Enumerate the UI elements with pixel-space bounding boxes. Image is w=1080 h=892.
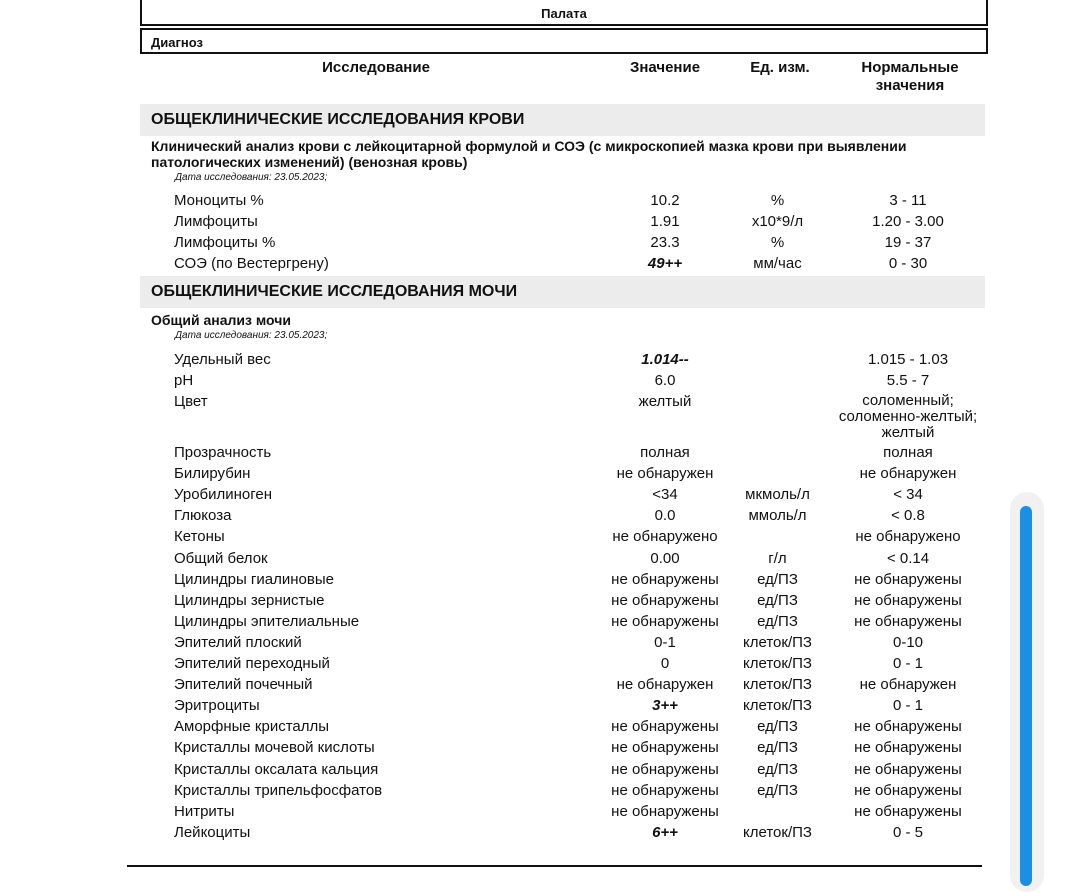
- result-reference: 0 - 1: [892, 655, 923, 672]
- result-name: Эритроциты: [174, 697, 260, 715]
- result-name: Цилиндры зернистые: [174, 591, 325, 609]
- result-unit: x10*9/л: [751, 213, 804, 230]
- result-unit: %: [770, 192, 785, 209]
- result-value: не обнаружено: [612, 528, 718, 546]
- result-row: [0, 391, 1080, 441]
- result-unit: ммоль/л: [748, 507, 807, 525]
- result-reference: 0 - 30: [888, 255, 928, 272]
- result-unit: ед/ПЗ: [757, 718, 798, 736]
- result-name: Удельный вес: [174, 351, 271, 368]
- result-value: <34: [652, 486, 678, 504]
- result-reference: не обнаружены: [854, 718, 962, 736]
- result-unit: ед/ПЗ: [757, 591, 798, 609]
- result-name: Цилиндры гиалиновые: [174, 570, 334, 588]
- result-reference: полная: [883, 444, 933, 461]
- result-row: [0, 370, 1080, 391]
- result-name: Аморфные кристаллы: [174, 718, 330, 736]
- result-name: Лимфоциты %: [174, 234, 276, 251]
- result-unit: ед/ПЗ: [757, 612, 798, 630]
- result-row: [0, 253, 1080, 274]
- result-reference: не обнаружены: [854, 760, 962, 778]
- result-reference: не обнаружен: [859, 465, 957, 483]
- result-reference: не обнаружен: [859, 676, 957, 694]
- result-reference: < 0.14: [886, 549, 930, 567]
- result-value: не обнаружены: [611, 802, 719, 820]
- result-value: не обнаружен: [616, 465, 714, 483]
- result-row: [0, 548, 1080, 569]
- result-reference: 0-10: [892, 633, 924, 651]
- result-name: СОЭ (по Вестергрену): [174, 255, 329, 272]
- result-reference: 0 - 5: [892, 823, 923, 841]
- result-row: [0, 190, 1080, 211]
- result-unit: клеток/ПЗ: [743, 655, 812, 672]
- result-value: не обнаружены: [611, 781, 719, 799]
- result-name: Эпителий переходный: [174, 655, 330, 672]
- result-row: [0, 611, 1080, 632]
- result-unit: мм/час: [753, 255, 802, 272]
- result-name: Моноциты %: [174, 192, 264, 209]
- result-row: [0, 801, 1080, 822]
- result-row: [0, 232, 1080, 253]
- section-blood: [140, 104, 985, 136]
- result-value: не обнаружены: [611, 718, 719, 736]
- result-name: Нитриты: [174, 802, 235, 820]
- result-reference: 1.20 - 3.00: [872, 213, 944, 230]
- result-name: Эпителий почечный: [174, 676, 313, 694]
- result-unit: клеток/ПЗ: [743, 697, 812, 715]
- result-name: Кристаллы мочевой кислоты: [174, 739, 375, 757]
- result-unit: ед/ПЗ: [757, 570, 798, 588]
- column-header-reference-line1: Нормальные: [861, 59, 959, 76]
- result-reference: 19 - 37: [884, 234, 932, 251]
- result-row: [0, 716, 1080, 737]
- section-blood-title: ОБЩЕКЛИНИЧЕСКИЕ ИССЛЕДОВАНИЯ КРОВИ: [151, 111, 525, 128]
- result-unit: ед/ПЗ: [757, 739, 798, 757]
- diagnosis-label: Диагноз: [151, 35, 203, 50]
- result-unit: клеток/ПЗ: [743, 676, 812, 694]
- result-name: Цилиндры эпителиальные: [174, 612, 360, 630]
- result-name: Прозрачность: [174, 444, 272, 461]
- result-reference: не обнаружены: [854, 612, 962, 630]
- result-row: [0, 442, 1080, 463]
- ward-box: [140, 0, 988, 26]
- result-row: [0, 463, 1080, 484]
- result-value: 49++: [647, 255, 683, 272]
- result-value: не обнаружены: [611, 570, 719, 588]
- result-name: Глюкоза: [174, 507, 232, 525]
- result-reference: не обнаружены: [854, 739, 962, 757]
- page-bottom-rule: [127, 865, 982, 867]
- result-reference: < 34: [893, 486, 923, 504]
- column-header-reference: [830, 59, 990, 95]
- column-header-value: Значение: [629, 59, 701, 76]
- result-value: 6++: [652, 823, 678, 841]
- result-reference: соломенный; соломенно-желтый; желтый: [838, 392, 978, 441]
- result-reference: не обнаружено: [855, 528, 961, 546]
- section-urine: [140, 276, 985, 308]
- result-row: [0, 822, 1080, 843]
- result-row: [0, 695, 1080, 716]
- result-value: 1.014--: [641, 351, 689, 368]
- result-unit: ед/ПЗ: [757, 760, 798, 778]
- result-value: 0-1: [654, 633, 676, 651]
- result-name: Кристаллы трипельфосфатов: [174, 781, 383, 799]
- result-row: [0, 653, 1080, 674]
- urine-test-title: Общий анализ мочи: [151, 312, 291, 328]
- result-unit: клеток/ПЗ: [743, 633, 812, 651]
- result-reference: не обнаружены: [854, 591, 962, 609]
- result-value: 0.0: [654, 507, 676, 525]
- result-value: полная: [640, 444, 690, 461]
- result-reference: 0 - 1: [892, 697, 923, 715]
- result-value: не обнаружены: [611, 739, 719, 757]
- urine-test-date: Дата исследования: 23.05.2023;: [175, 330, 328, 341]
- result-reference: < 0.8: [891, 507, 925, 525]
- result-reference: не обнаружены: [854, 570, 962, 588]
- result-name: Кетоны: [174, 528, 225, 546]
- result-unit: %: [770, 234, 785, 251]
- result-value: не обнаружены: [611, 760, 719, 778]
- section-urine-title: ОБЩЕКЛИНИЧЕСКИЕ ИССЛЕДОВАНИЯ МОЧИ: [151, 283, 518, 300]
- result-name: Билирубин: [174, 465, 251, 483]
- result-name: Цвет: [174, 393, 208, 410]
- result-name: Эпителий плоский: [174, 633, 302, 651]
- result-unit: г/л: [768, 549, 787, 567]
- result-row: [0, 526, 1080, 547]
- result-row: [0, 484, 1080, 505]
- column-header-unit: Ед. изм.: [750, 59, 810, 76]
- result-value: 3++: [652, 697, 678, 715]
- result-row: [0, 737, 1080, 758]
- scrollbar-thumb[interactable]: [1020, 506, 1032, 886]
- result-value: 0.00: [650, 549, 680, 567]
- result-value: 23.3: [650, 234, 680, 251]
- result-value: желтый: [638, 393, 692, 410]
- diagnosis-box: [140, 28, 988, 54]
- result-name: Кристаллы оксалата кальция: [174, 760, 379, 778]
- column-header-reference-line2: значения: [875, 77, 945, 94]
- column-header-study: Исследование: [322, 59, 430, 76]
- result-reference: 3 - 11: [889, 192, 927, 209]
- result-value: 10.2: [650, 192, 680, 209]
- result-unit: мкмоль/л: [745, 486, 810, 504]
- result-row: [0, 780, 1080, 801]
- result-row: [0, 211, 1080, 232]
- result-value: 1.91: [650, 213, 680, 230]
- result-value: 6.0: [654, 372, 676, 389]
- result-row: [0, 505, 1080, 526]
- result-value: не обнаружены: [611, 591, 719, 609]
- result-row: [0, 569, 1080, 590]
- result-name: pH: [174, 372, 194, 389]
- result-unit: ед/ПЗ: [757, 781, 798, 799]
- result-reference: не обнаружены: [854, 802, 962, 820]
- result-reference: 1.015 - 1.03: [867, 351, 949, 368]
- result-value: 0: [660, 655, 670, 672]
- result-unit: клеток/ПЗ: [743, 823, 812, 841]
- result-name: Общий белок: [174, 549, 268, 567]
- result-name: Лейкоциты: [174, 823, 251, 841]
- result-reference: 5.5 - 7: [886, 372, 930, 389]
- result-value: не обнаружен: [616, 676, 714, 694]
- result-row: [0, 590, 1080, 611]
- result-name: Уробилиноген: [174, 486, 273, 504]
- result-row: [0, 632, 1080, 653]
- result-row: [0, 759, 1080, 780]
- ward-label: Палата: [541, 6, 587, 21]
- result-row: [0, 674, 1080, 695]
- result-name: Лимфоциты: [174, 213, 258, 230]
- result-value: не обнаружены: [611, 612, 719, 630]
- result-row: [0, 349, 1080, 370]
- blood-test-title: Клинический анализ крови с лейкоцитарной формулой и СОЭ (с микроскопией мазка крови при выявлении патологических изменений) (венозная кровь): [151, 138, 907, 170]
- blood-test-date: Дата исследования: 23.05.2023;: [175, 172, 328, 183]
- result-reference: не обнаружены: [854, 781, 962, 799]
